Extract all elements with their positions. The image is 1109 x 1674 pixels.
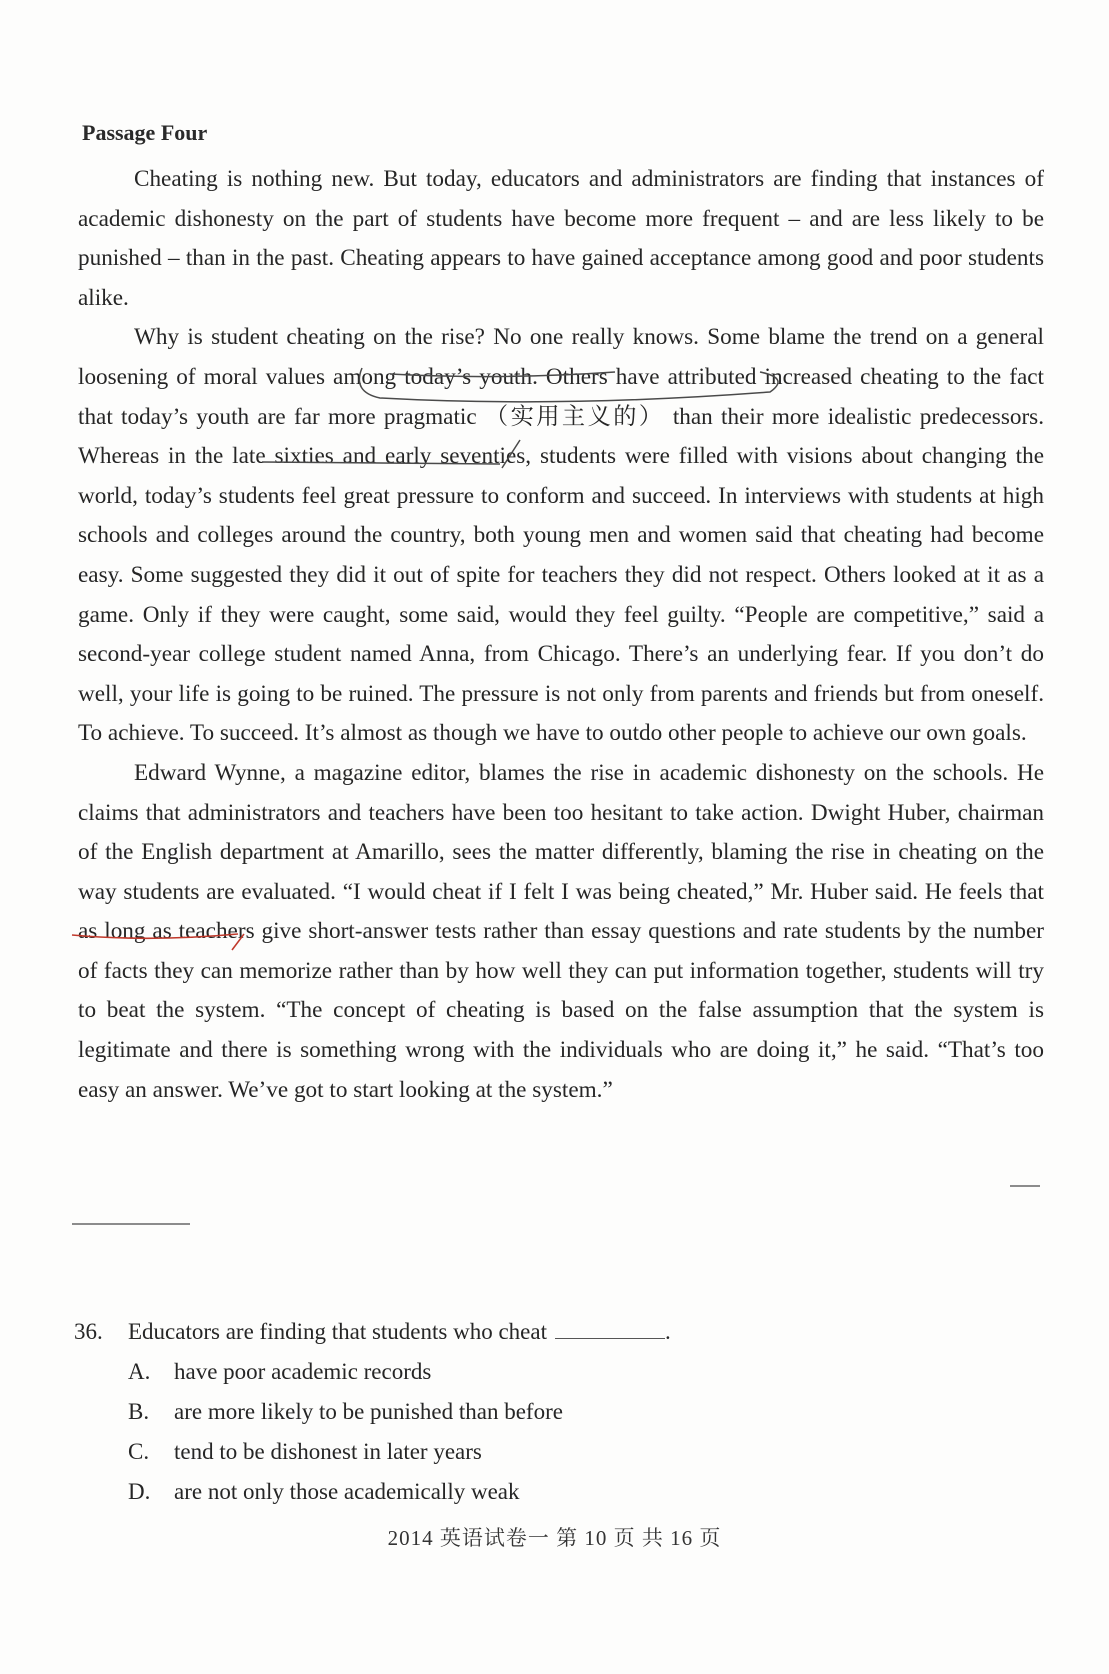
question-36 [74, 1312, 1014, 1512]
question-stem [74, 1312, 1014, 1352]
page-footer: 2014 英语试卷一 第 10 页 共 16 页 [387, 1526, 722, 1550]
question-stem-text [128, 1312, 671, 1352]
option-b[interactable] [128, 1392, 1014, 1432]
pencil-underline-the-individuals [72, 1186, 1040, 1224]
option-letter: D. [128, 1479, 151, 1504]
passage-paragraph-3: Edward Wynne, a magazine editor, blames the rise in academic dishonesty on the schools. He claims that administrators and teachers have been too hesitant to take action. Dwight Huber, chairman of the English department at Amarillo, sees the matter differently, blaming the rise in cheating on the way students are evaluated. “I would cheat if I felt I was being cheated,” Mr. Huber said. He feels that as long as teachers give short-answer tests rather than essay questions and rate students by the number of facts they can memorize rather than by how well they can put information together, students will try to beat the system. “The concept of cheating is based on the false assumption that the system is legitimate and there is something wrong with the individuals who are doing it,” he said. “That’s too easy an answer. We’ve got to start looking at the system.” [78, 759, 1044, 1103]
passage-paragraph-1: Cheating is nothing new. But today, educators and administrators are finding that instances of academic dishonesty on the part of students have become more frequent – and are less likely to be punished – than in the past. Cheating appears to have gained acceptance among good and poor students alike. [78, 166, 1044, 311]
option-text: have poor academic records [174, 1359, 432, 1384]
question-number: 36. [74, 1319, 103, 1344]
option-text: tend to be dishonest in later years [174, 1439, 482, 1464]
option-text: are more likely to be punished than before [174, 1399, 563, 1424]
passage-body [78, 160, 1044, 1110]
option-a[interactable] [128, 1352, 1014, 1392]
option-text: are not only those academically weak [174, 1479, 520, 1504]
passage-title: Passage Four [82, 120, 208, 145]
option-letter: B. [128, 1399, 150, 1424]
passage-paragraph-2: Why is student cheating on the rise? No one really knows. Some blame the trend on a general loosening of moral values among today’s youth. Others have attributed increased cheating to the fact that today’s youth are far more pragmatic （实用主义的） than their more idealistic predecessors. Whereas in the late sixties and early seventies, students were filled with visions about changing the world, today’s students feel great pressure to conform and succeed. In interviews with students at high schools and colleges around the country, both young men and women said that cheating had become easy. Some suggested they did it out of spite for teachers they did not respect. Others looked at it as a game. Only if they were caught, some said, would they feel guilty. “People are competitive,” said a second-year college student named Anna, from Chicago. There’s an underlying fear. If you don’t do well, your life is going to be ruined. The pressure is not only from parents and friends but from oneself. To achieve. To succeed. It’s almost as though we have to outdo other people to achieve our own goals. [78, 324, 1044, 747]
option-letter: A. [128, 1359, 151, 1384]
option-d[interactable] [128, 1472, 1014, 1512]
option-c[interactable] [128, 1432, 1014, 1472]
question-stem-end: . [665, 1319, 671, 1344]
answer-blank[interactable] [555, 1316, 665, 1339]
answer-options [128, 1352, 1014, 1512]
option-letter: C. [128, 1439, 150, 1464]
question-stem-label: Educators are finding that students who cheat [128, 1319, 547, 1344]
